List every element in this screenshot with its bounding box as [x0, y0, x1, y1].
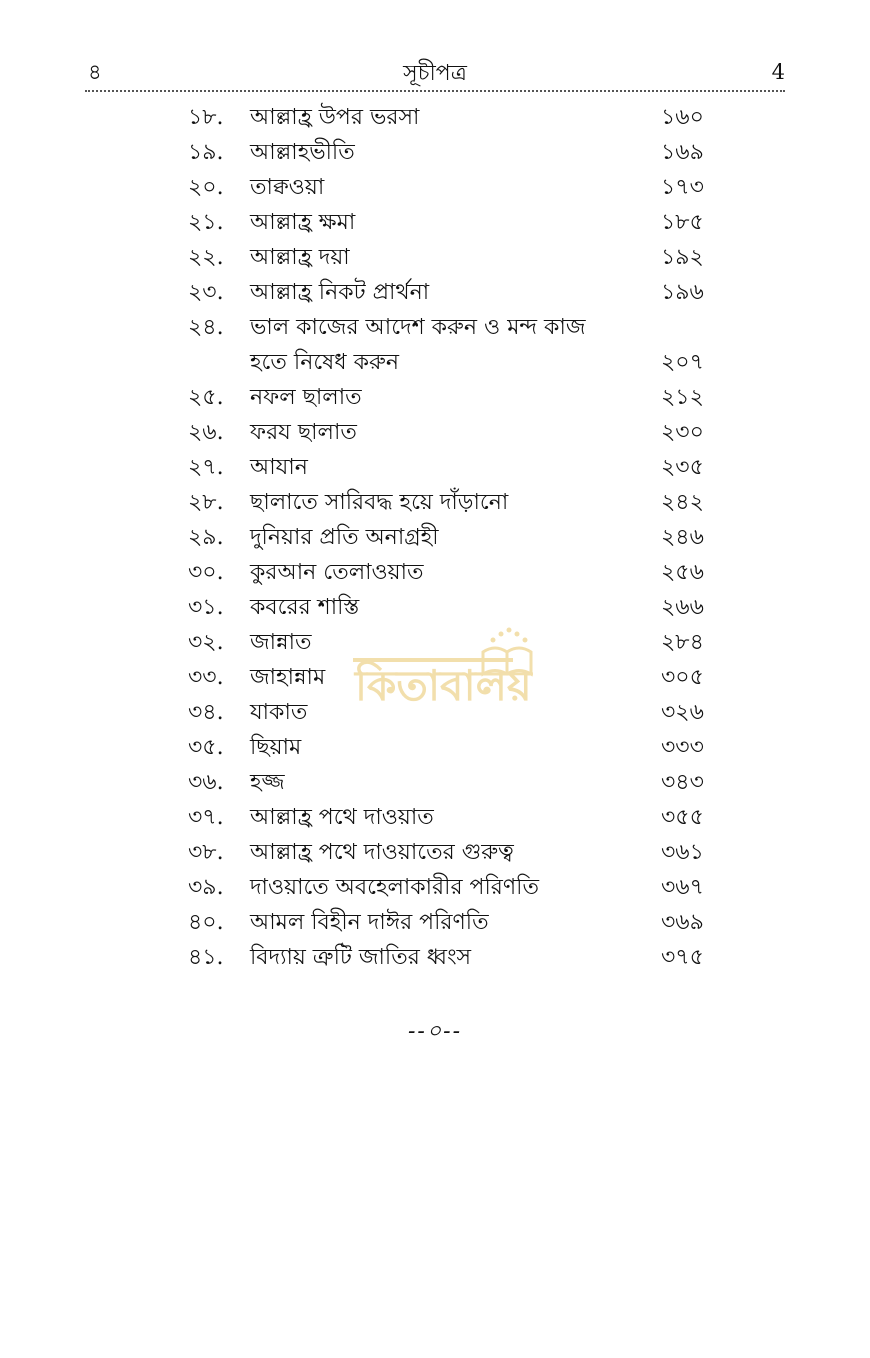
toc-entry-title [250, 135, 630, 170]
toc-entry [0, 835, 870, 870]
toc-entry-page-number: ২৬৬ [661, 595, 704, 620]
toc-entry-title [250, 555, 630, 590]
toc-entry [0, 170, 870, 205]
toc-entry [0, 450, 870, 485]
toc-entry-page-number: ১৭৩ [661, 175, 704, 200]
toc-entry [0, 310, 870, 380]
toc-entry-title-line: আল্লাহ্র পথে দাওয়াত [250, 805, 434, 830]
toc-entry-page-number: ১৮৫ [661, 210, 704, 235]
toc-entry-title [250, 590, 630, 625]
toc-entry-title [250, 520, 630, 555]
toc-entry-number: ২৩. [188, 280, 224, 305]
toc-entry-number: ৩৩. [188, 665, 224, 690]
toc-entry-number: ৩১. [188, 595, 224, 620]
toc-entry [0, 240, 870, 275]
toc-entry-title-line: নফল ছালাত [250, 385, 362, 410]
toc-entry-title-line: যাকাত [250, 700, 308, 725]
toc-entry-number: ২১. [188, 210, 224, 235]
toc-entry-number: ৩৫. [188, 735, 224, 760]
toc-entry-title-line: কুরআন তেলাওয়াত [250, 560, 424, 585]
toc-entry-page-number: ৩৬৭ [661, 875, 704, 900]
toc-entry-title-line: আযান [250, 455, 308, 480]
toc-entry-title [250, 450, 630, 485]
toc-entry-title-line: আল্লাহ্র দয়া [250, 245, 350, 270]
toc-entry-title [250, 310, 630, 380]
toc-entry [0, 205, 870, 240]
toc-entry-title [250, 800, 630, 835]
toc-entry-title-line: জাহান্নাম [250, 665, 326, 690]
toc-entry-number: ২৭. [188, 455, 224, 480]
toc-entry-page-number: ৩৭৫ [661, 945, 704, 970]
toc-entry-title [250, 275, 630, 310]
toc-entry-title [250, 940, 630, 975]
toc-entry-number: ১৮. [188, 105, 224, 130]
toc-entry-page-number: ১৯২ [661, 245, 704, 270]
toc-entry-page-number: ২৫৬ [661, 560, 704, 585]
toc-entry-number: ৩৯. [188, 875, 224, 900]
toc-entry-page-number: ১৬০ [661, 105, 704, 130]
toc-entry-number: ২২. [188, 245, 224, 270]
toc-entry-number: ৩০. [188, 560, 224, 585]
toc-entry-page-number: ৩৫৫ [661, 805, 704, 830]
toc-entry-page-number: ৩৬১ [661, 840, 704, 865]
toc-entry-title [250, 905, 630, 940]
toc-entry-title-line: আল্লাহ্র পথে দাওয়াতের গুরুত্ব [250, 840, 514, 865]
toc-entry-number: ২৪. [188, 315, 224, 340]
toc-entry [0, 485, 870, 520]
toc-entry-page-number: ২০৭ [661, 350, 704, 375]
toc-entry-number: ২০. [188, 175, 224, 200]
toc-entry-title [250, 205, 630, 240]
toc-entry-page-number: ২৩৫ [661, 455, 704, 480]
toc-entry-title-line: বিদ্যায় ত্রুটি জাতির ধ্বংস [250, 945, 472, 970]
toc-entry-title [250, 170, 630, 205]
toc-entry-number: ২৬. [188, 420, 224, 445]
toc-entry [0, 590, 870, 625]
toc-entry-page-number: ২৪২ [661, 490, 704, 515]
toc-entry-title-line: ছালাতে সারিবদ্ধ হয়ে দাঁড়ানো [250, 490, 509, 515]
toc-entry-title-line: আল্লাহ্র উপর ভরসা [250, 105, 420, 130]
toc-entry [0, 135, 870, 170]
end-mark: --০-- [407, 1019, 463, 1044]
toc-entry-title-line: আমল বিহীন দাঈর পরিণতি [250, 910, 489, 935]
toc-entry [0, 870, 870, 905]
toc-entry [0, 940, 870, 975]
page-header [85, 54, 785, 92]
toc-entry-title [250, 695, 630, 730]
toc-entry-page-number: ৩৬৯ [661, 910, 704, 935]
toc-entry-title [250, 415, 630, 450]
toc-entry [0, 660, 870, 695]
page-title: সূচীপত্র [403, 61, 467, 86]
toc-entry-number: ৩৮. [188, 840, 224, 865]
toc-entry-title [250, 660, 630, 695]
toc-entry [0, 415, 870, 450]
toc-entry-number: ২৯. [188, 525, 224, 550]
toc-entry [0, 275, 870, 310]
toc-entry [0, 555, 870, 590]
toc-entry [0, 695, 870, 730]
toc-entry-title [250, 485, 630, 520]
toc-entry-title [250, 625, 630, 660]
toc-entry [0, 625, 870, 660]
toc-entry-title [250, 100, 630, 135]
toc-entry-title [250, 835, 630, 870]
toc-entry-page-number: ৩৩৩ [661, 735, 704, 760]
toc-entry-page-number: ১৯৬ [661, 280, 704, 305]
toc-entry-number: ৩৭. [188, 805, 224, 830]
table-of-contents [0, 100, 870, 975]
toc-entry-title-line: কবরের শাস্তি [250, 595, 360, 620]
toc-entry-title-line: দাওয়াতে অবহেলাকারীর পরিণতি [250, 875, 539, 900]
toc-entry-number: ৩২. [188, 630, 224, 655]
toc-entry-number: ১৯. [188, 140, 224, 165]
right-page-number: 4 [771, 60, 785, 84]
toc-entry-page-number: ২৪৬ [661, 525, 704, 550]
toc-entry-title [250, 240, 630, 275]
toc-entry-page-number: ২১২ [661, 385, 704, 410]
toc-entry [0, 730, 870, 765]
toc-entry-page-number: ২৮৪ [661, 630, 704, 655]
toc-entry-title [250, 730, 630, 765]
toc-entry-page-number: ১৬৯ [661, 140, 704, 165]
toc-entry-number: ৩৪. [188, 700, 224, 725]
left-page-number: ৪ [88, 60, 102, 84]
toc-entry-number: ২৫. [188, 385, 224, 410]
toc-entry-number: ৩৬. [188, 770, 224, 795]
toc-entry-page-number: ৩৪৩ [661, 770, 704, 795]
toc-entry-title-line: ছিয়াম [250, 735, 302, 760]
toc-entry-title-line: ভাল কাজের আদেশ করুন ও মন্দ কাজ [250, 315, 586, 340]
toc-entry-number: ৪০. [188, 910, 224, 935]
watermark-text: কিতাবালয় [355, 661, 532, 710]
toc-entry-title-line: হজ্জ [250, 770, 285, 795]
toc-entry [0, 380, 870, 415]
toc-entry-title [250, 380, 630, 415]
toc-entry [0, 905, 870, 940]
toc-entry-page-number: ৩২৬ [661, 700, 704, 725]
toc-entry [0, 800, 870, 835]
toc-entry-number: ২৮. [188, 490, 224, 515]
toc-entry [0, 100, 870, 135]
toc-entry-title-line: দুনিয়ার প্রতি অনাগ্রহী [250, 525, 439, 550]
toc-entry [0, 520, 870, 555]
toc-entry-title-line: তাক্বওয়া [250, 175, 325, 200]
toc-entry-page-number: ২৩০ [661, 420, 704, 445]
toc-entry-number: ৪১. [188, 945, 224, 970]
toc-entry-title-line: ফরয ছালাত [250, 420, 357, 445]
toc-entry-title [250, 765, 630, 800]
toc-entry-title-line: জান্নাত [250, 630, 312, 655]
toc-entry-title-line: আল্লাহ্র নিকট প্রার্থনা [250, 280, 430, 305]
toc-entry-title-line: আল্লাহ্র ক্ষমা [250, 210, 356, 235]
toc-entry-page-number: ৩০৫ [661, 665, 704, 690]
toc-entry-title-line: আল্লাহভীতি [250, 140, 355, 165]
toc-entry-title [250, 870, 630, 905]
toc-entry-title-line: হতে নিষেধ করুন [250, 350, 400, 375]
toc-entry [0, 765, 870, 800]
